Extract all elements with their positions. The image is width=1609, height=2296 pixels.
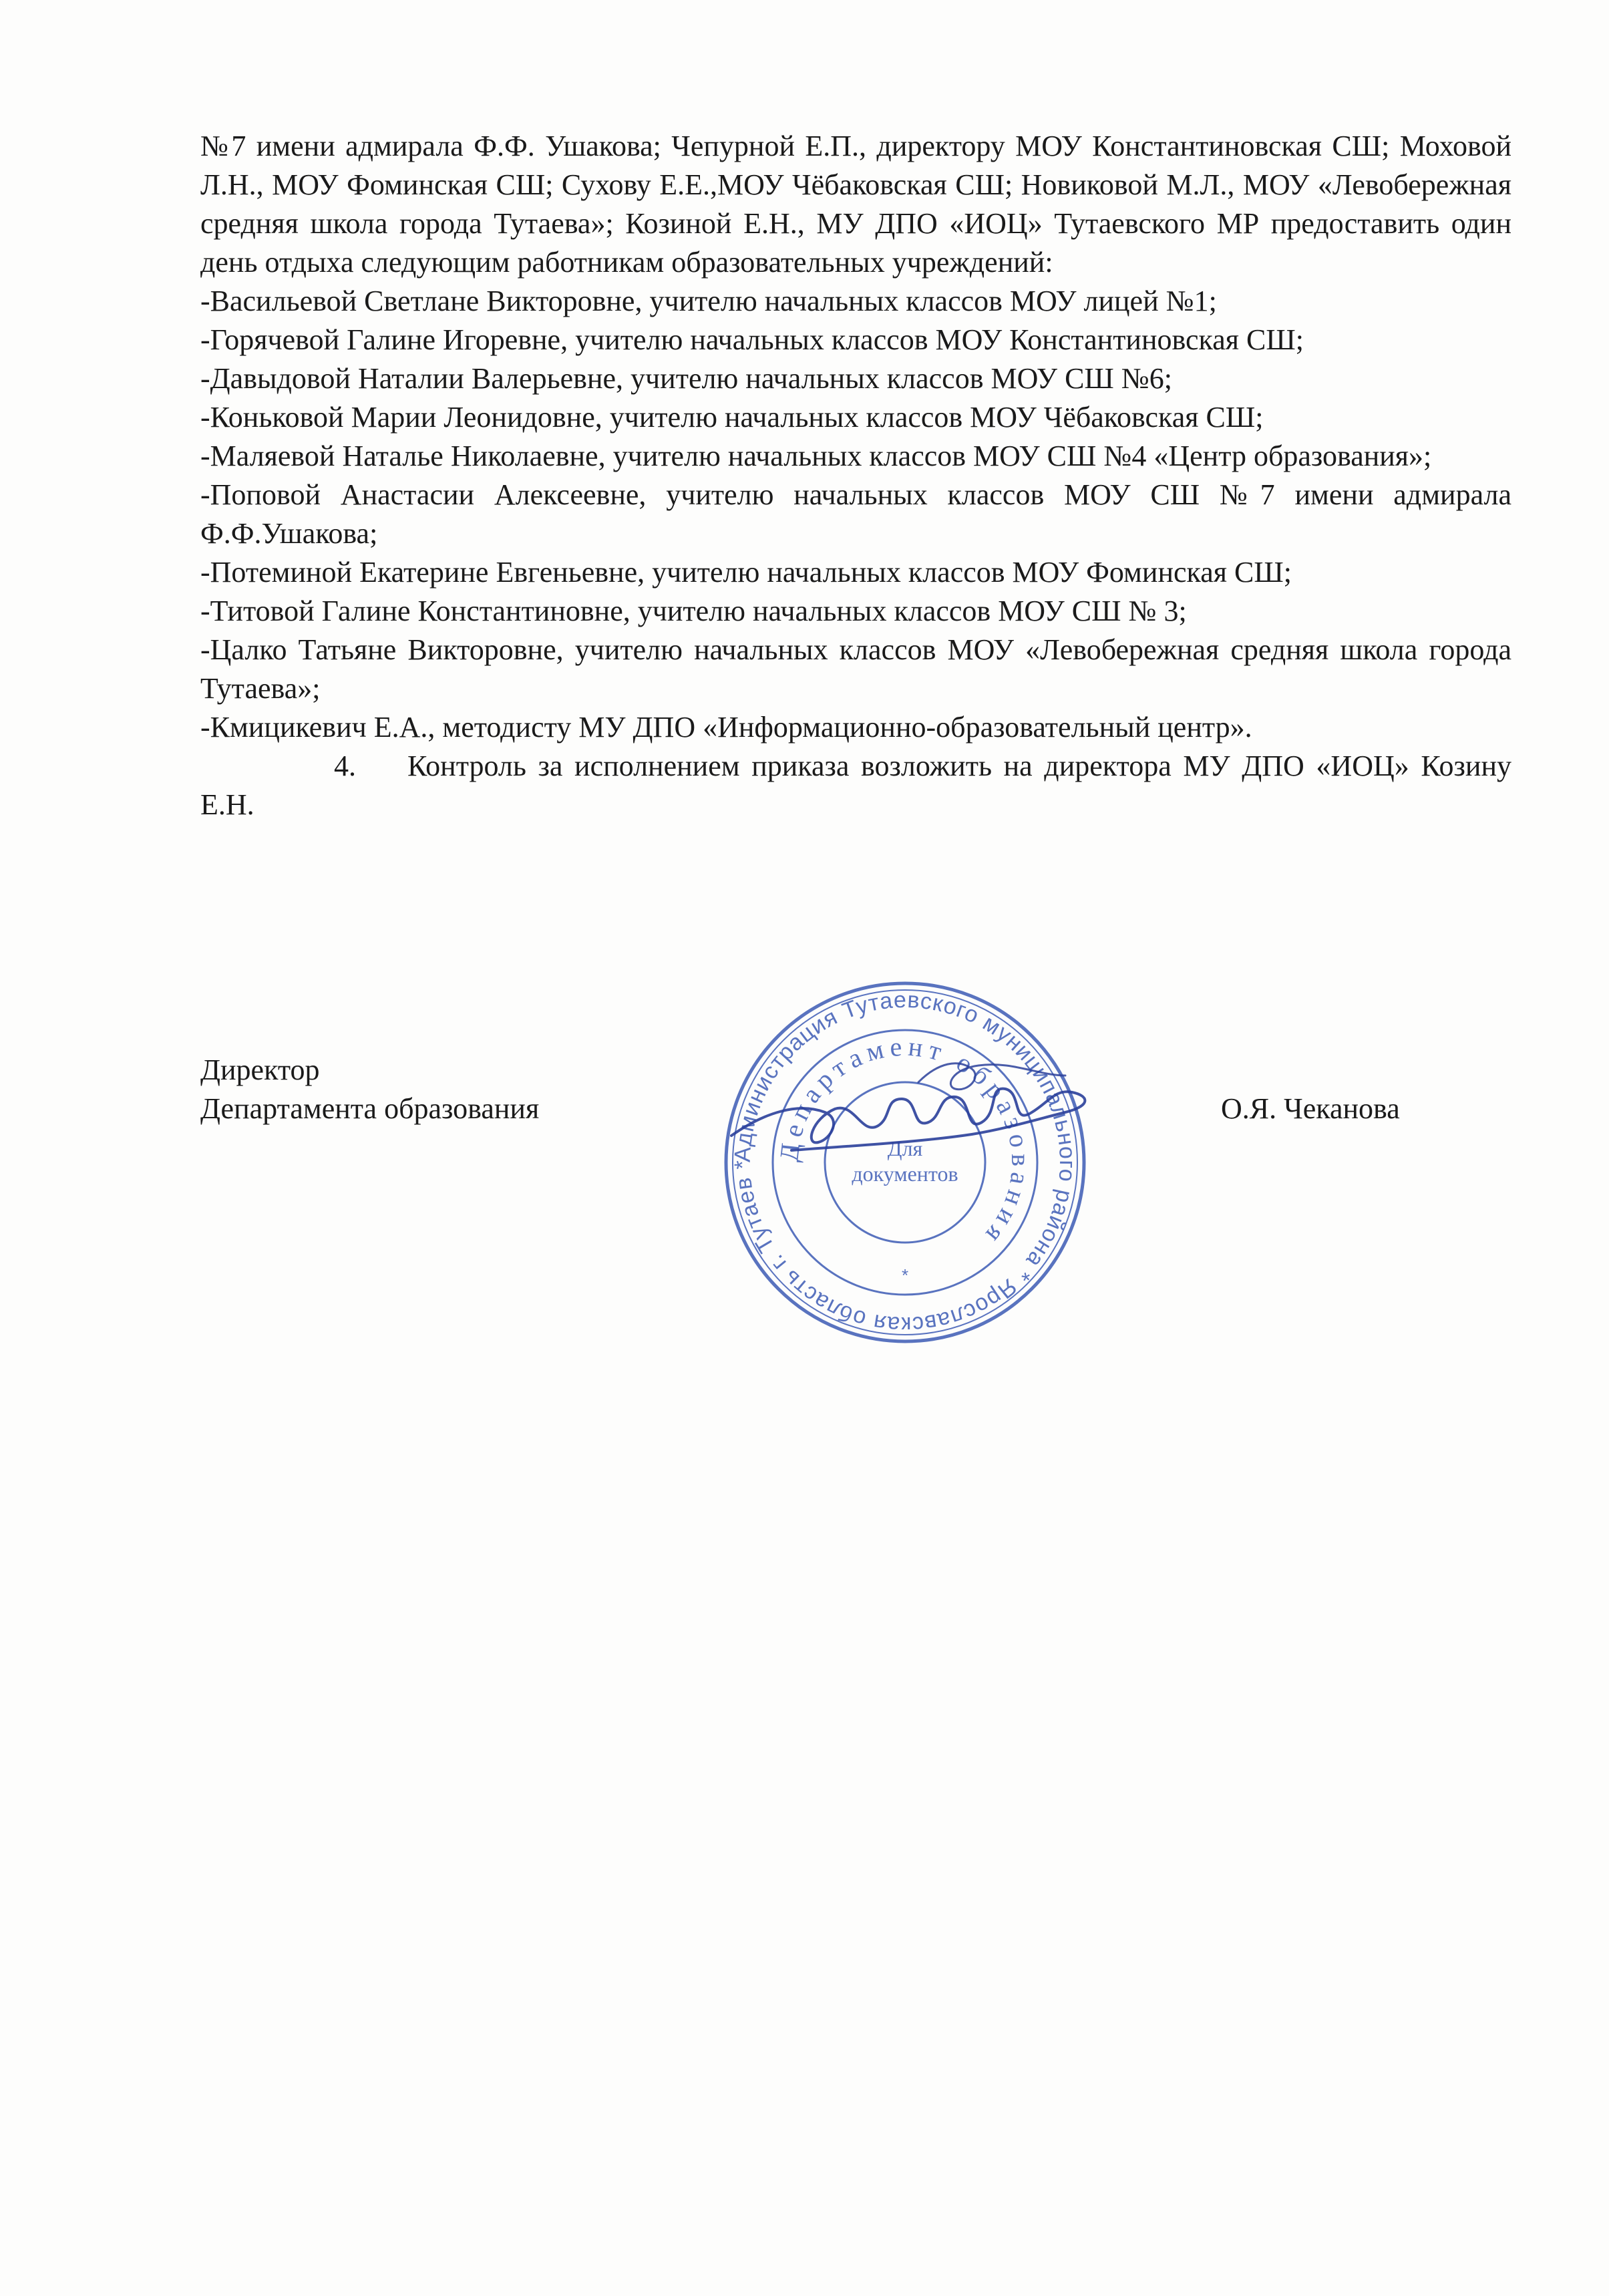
item-number: 4.	[334, 750, 356, 782]
list-item: -Поповой Анастасии Алексеевне, учителю начальных классов МОУ СШ №7 имени адмирала Ф.Ф.Ушакова;	[200, 478, 1511, 550]
paragraph-intro: №7 имени адмирала Ф.Ф. Ушакова; Чепурной Е.П., директору МОУ Константиновская СШ; Моховой Л.Н., МОУ Фоминская СШ; Сухову Е.Е.,МОУ Чёбаковская СШ; Новиковой М.Л., МОУ «Левобережная средняя школа города Тутаева»; Козиной Е.Н., МУ ДПО «ИОЦ» Тутаевского МР предоставить один день отдыха следующим работникам образовательных учреждений:	[200, 130, 1511, 279]
list-item: -Потеминой Екатерине Евгеньевне, учителю начальных классов МОУ Фоминская СШ;	[200, 556, 1292, 589]
position-line-2: Департамента образования	[200, 1092, 540, 1125]
item-text: Контроль за исполнением приказа возложить на директора МУ ДПО «ИОЦ» Козину Е.Н.	[200, 750, 1511, 821]
list-item: -Кмицикевич Е.А., методисту МУ ДПО «Информационно-образовательный центр».	[200, 711, 1252, 744]
list-item: -Горячевой Галине Игоревне, учителю начальных классов МОУ Константиновская СШ;	[200, 323, 1304, 356]
position-line-1: Директор	[200, 1053, 320, 1086]
list-item: -Маляевой Наталье Николаевне, учителю начальных классов МОУ СШ №4 «Центр образования»;	[200, 440, 1432, 472]
stamp-center-line-1: Для	[887, 1136, 923, 1160]
stamp-outer-text: Администрация Тутаевского муниципального района * Ярославская область г. Тутаев *	[729, 987, 1081, 1338]
stamp-star: *	[901, 1265, 909, 1285]
list-item: -Васильевой Светлане Викторовне, учителю начальных классов МОУ лицей №1;	[200, 285, 1217, 317]
stamp-center-line-2: документов	[852, 1162, 958, 1186]
signature-position	[200, 1051, 539, 1128]
signer-name: О.Я. Чеканова	[1221, 1092, 1400, 1125]
official-stamp	[718, 975, 1092, 1349]
document-body	[200, 127, 1511, 824]
list-item: -Давыдовой Наталии Валерьевне, учителю начальных классов МОУ СШ №6;	[200, 362, 1173, 395]
list-item: -Коньковой Марии Леонидовне, учителю начальных классов МОУ Чёбаковская СШ;	[200, 401, 1264, 434]
numbered-item-4	[200, 747, 1511, 824]
stamp-inner-text: Департамент образования	[773, 1031, 1037, 1253]
list-item: -Цалко Татьяне Викторовне, учителю начальных классов МОУ «Левобережная средняя школа города Тутаева»;	[200, 633, 1511, 705]
list-item: -Титовой Галине Константиновне, учителю начальных классов МОУ СШ № 3;	[200, 595, 1187, 627]
